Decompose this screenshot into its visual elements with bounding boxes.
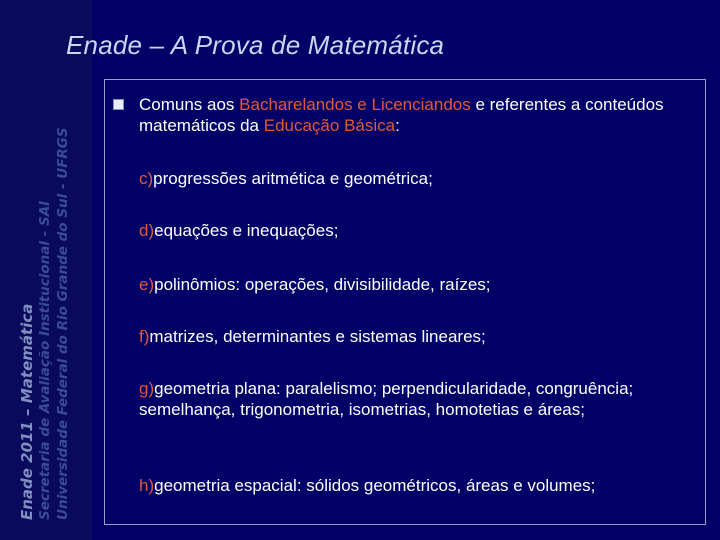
bullet-text-part-3: : (395, 116, 400, 135)
list-item (139, 326, 699, 347)
item-text: equações e inequações; (154, 221, 339, 240)
item-text: geometria plana: paralelismo; perpendicularidade, congruência; semelhança, trigonometria, isometrias, homotetias e áreas; (139, 379, 634, 419)
slide-title: Enade – A Prova de Matemática (66, 30, 445, 60)
content-frame (104, 79, 706, 525)
checkbox-bullet-icon (113, 99, 124, 110)
bullet-text-part-1: Comuns aos (139, 95, 240, 114)
item-letter: g) (139, 379, 155, 398)
item-letter: h) (139, 476, 155, 495)
side-caption-line-3: Universidade Federal do Rio Grande do Sul - UFRGS (55, 127, 71, 520)
list-item (139, 274, 699, 295)
list-item (139, 475, 699, 496)
bullet-highlight-2: Educação Básica (263, 116, 396, 135)
item-text: polinômios: operações, divisibilidade, raízes; (154, 275, 491, 294)
list-item (139, 220, 699, 241)
bullet-text-part-2: e referentes a conteúdos matemáticos da (139, 95, 664, 135)
bullet-highlight-1: Bacharelandos e Licenciandos (239, 95, 471, 114)
item-letter: c) (139, 169, 154, 188)
item-letter: e) (139, 275, 155, 294)
list-item (139, 168, 699, 189)
side-caption-line-2: Secretaria de Avaliação Institucional - SAI (37, 200, 53, 520)
main-bullet-text (139, 94, 699, 136)
item-text: matrizes, determinantes e sistemas lineares; (149, 327, 486, 346)
side-caption (18, 127, 72, 520)
item-text: progressões aritmética e geométrica; (153, 169, 433, 188)
item-letter: f) (139, 327, 150, 346)
item-letter: d) (139, 221, 155, 240)
item-text: geometria espacial: sólidos geométricos, áreas e volumes; (154, 476, 596, 495)
side-caption-line-1: Enade 2011 – Matemática (18, 303, 36, 520)
list-item (139, 378, 639, 420)
